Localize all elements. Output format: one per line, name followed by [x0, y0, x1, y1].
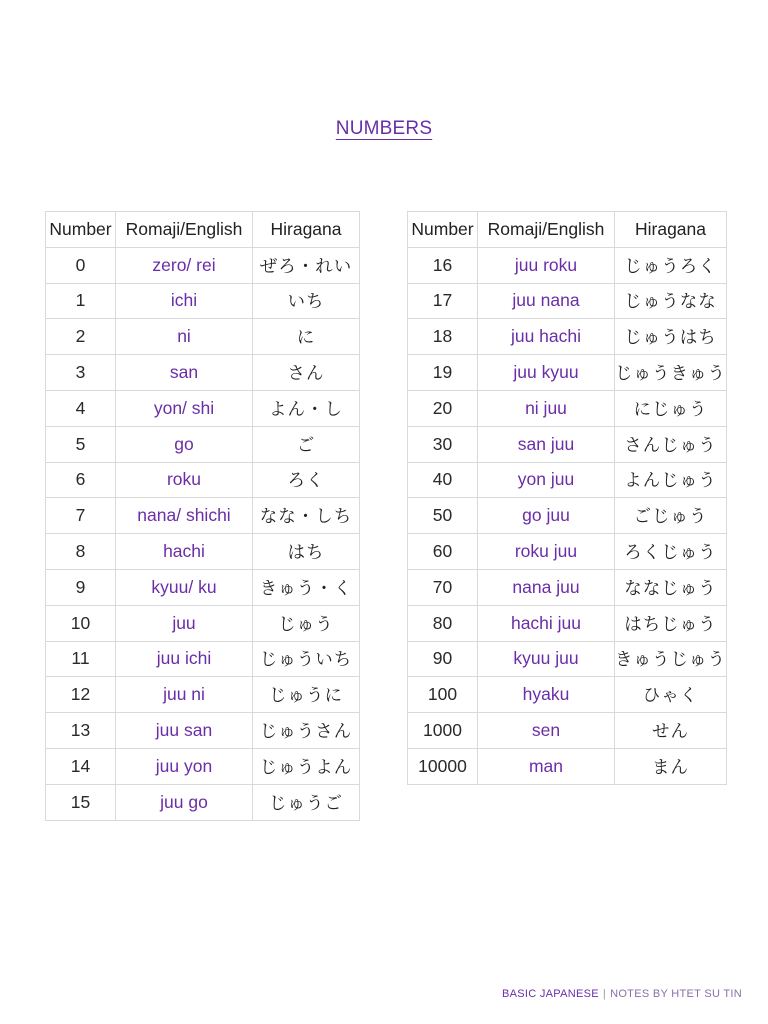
- table-row: [46, 784, 360, 820]
- number-cell: 13: [46, 713, 116, 749]
- romaji-cell: hachi juu: [478, 605, 615, 641]
- number-cell: 8: [46, 534, 116, 570]
- table-row: [46, 247, 360, 283]
- table-row: [408, 534, 727, 570]
- footer-separator: |: [602, 988, 607, 1000]
- hiragana-cell: ご: [253, 426, 360, 462]
- footer-brand: BASIC JAPANESE: [501, 988, 599, 1000]
- number-cell: 70: [408, 569, 478, 605]
- romaji-cell: juu hachi: [478, 319, 615, 355]
- hiragana-cell: じゅうはち: [615, 319, 727, 355]
- romaji-cell: nana/ shichi: [116, 498, 253, 534]
- header-row: [408, 212, 727, 248]
- romaji-cell: juu ni: [116, 677, 253, 713]
- number-cell: 2: [46, 319, 116, 355]
- hiragana-cell: ぜろ・れい: [253, 247, 360, 283]
- number-cell: 60: [408, 534, 478, 570]
- romaji-cell: ni juu: [478, 390, 615, 426]
- number-cell: 1: [46, 283, 116, 319]
- romaji-cell: juu yon: [116, 748, 253, 784]
- romaji-cell: yon/ shi: [116, 390, 253, 426]
- hiragana-cell: よんじゅう: [615, 462, 727, 498]
- table-row: [408, 748, 727, 784]
- header-number: Number: [408, 212, 478, 248]
- table-row: [46, 569, 360, 605]
- hiragana-cell: きゅうじゅう: [615, 641, 727, 677]
- romaji-cell: yon juu: [478, 462, 615, 498]
- romaji-cell: juu: [116, 605, 253, 641]
- table-row: [46, 713, 360, 749]
- footer-notes: NOTES BY HTET SU TIN: [610, 988, 742, 1000]
- table-row: [408, 426, 727, 462]
- hiragana-cell: はち: [253, 534, 360, 570]
- number-cell: 3: [46, 355, 116, 391]
- table-row: [408, 283, 727, 319]
- table-row: [46, 355, 360, 391]
- header-number: Number: [46, 212, 116, 248]
- number-cell: 90: [408, 641, 478, 677]
- romaji-cell: kyuu juu: [478, 641, 615, 677]
- page-footer: [502, 988, 742, 1000]
- table-row: [408, 462, 727, 498]
- hiragana-cell: はちじゅう: [615, 605, 727, 641]
- number-cell: 100: [408, 677, 478, 713]
- numbers-table-right: [407, 211, 727, 785]
- table-row: [408, 247, 727, 283]
- table-row: [408, 713, 727, 749]
- romaji-cell: nana juu: [478, 569, 615, 605]
- table-row: [408, 355, 727, 391]
- romaji-cell: roku: [116, 462, 253, 498]
- number-cell: 9: [46, 569, 116, 605]
- table-row: [46, 498, 360, 534]
- hiragana-cell: ろくじゅう: [615, 534, 727, 570]
- table-row: [408, 319, 727, 355]
- hiragana-cell: じゅういち: [253, 641, 360, 677]
- romaji-cell: hachi: [116, 534, 253, 570]
- hiragana-cell: せん: [615, 713, 727, 749]
- hiragana-cell: じゅうよん: [253, 748, 360, 784]
- number-cell: 10000: [408, 748, 478, 784]
- number-cell: 40: [408, 462, 478, 498]
- hiragana-cell: じゅう: [253, 605, 360, 641]
- romaji-cell: hyaku: [478, 677, 615, 713]
- number-cell: 30: [408, 426, 478, 462]
- hiragana-cell: なな・しち: [253, 498, 360, 534]
- number-cell: 20: [408, 390, 478, 426]
- hiragana-cell: ごじゅう: [615, 498, 727, 534]
- number-cell: 11: [46, 641, 116, 677]
- page-title-wrap: [0, 118, 768, 140]
- hiragana-cell: さんじゅう: [615, 426, 727, 462]
- romaji-cell: juu san: [116, 713, 253, 749]
- number-cell: 18: [408, 319, 478, 355]
- table-row: [46, 534, 360, 570]
- hiragana-cell: じゅうさん: [253, 713, 360, 749]
- romaji-cell: juu go: [116, 784, 253, 820]
- header-romaji: Romaji/English: [478, 212, 615, 248]
- hiragana-cell: ひゃく: [615, 677, 727, 713]
- romaji-cell: ichi: [116, 283, 253, 319]
- number-cell: 50: [408, 498, 478, 534]
- number-cell: 80: [408, 605, 478, 641]
- romaji-cell: juu ichi: [116, 641, 253, 677]
- number-cell: 19: [408, 355, 478, 391]
- table-row: [46, 641, 360, 677]
- romaji-cell: roku juu: [478, 534, 615, 570]
- number-cell: 4: [46, 390, 116, 426]
- table-row: [46, 605, 360, 641]
- number-cell: 12: [46, 677, 116, 713]
- hiragana-cell: じゅうご: [253, 784, 360, 820]
- numbers-table-left: [45, 211, 360, 821]
- romaji-cell: go juu: [478, 498, 615, 534]
- number-cell: 16: [408, 247, 478, 283]
- header-romaji: Romaji/English: [116, 212, 253, 248]
- number-cell: 0: [46, 247, 116, 283]
- number-cell: 10: [46, 605, 116, 641]
- hiragana-cell: ろく: [253, 462, 360, 498]
- table-row: [46, 283, 360, 319]
- hiragana-cell: じゅうなな: [615, 283, 727, 319]
- table-row: [46, 390, 360, 426]
- romaji-cell: juu nana: [478, 283, 615, 319]
- header-hiragana: Hiragana: [615, 212, 727, 248]
- table-row: [46, 426, 360, 462]
- romaji-cell: juu roku: [478, 247, 615, 283]
- header-hiragana: Hiragana: [253, 212, 360, 248]
- romaji-cell: sen: [478, 713, 615, 749]
- romaji-cell: juu kyuu: [478, 355, 615, 391]
- romaji-cell: san: [116, 355, 253, 391]
- table-row: [408, 641, 727, 677]
- table-row: [46, 319, 360, 355]
- hiragana-cell: よん・し: [253, 390, 360, 426]
- romaji-cell: man: [478, 748, 615, 784]
- number-cell: 1000: [408, 713, 478, 749]
- romaji-cell: ni: [116, 319, 253, 355]
- number-cell: 7: [46, 498, 116, 534]
- header-row: [46, 212, 360, 248]
- table-row: [46, 462, 360, 498]
- romaji-cell: kyuu/ ku: [116, 569, 253, 605]
- table-row: [408, 498, 727, 534]
- table-row: [46, 748, 360, 784]
- hiragana-cell: じゅうろく: [615, 247, 727, 283]
- hiragana-cell: まん: [615, 748, 727, 784]
- table-row: [408, 605, 727, 641]
- romaji-cell: san juu: [478, 426, 615, 462]
- page-title: NUMBERS: [335, 118, 433, 139]
- number-cell: 15: [46, 784, 116, 820]
- number-cell: 14: [46, 748, 116, 784]
- hiragana-cell: に: [253, 319, 360, 355]
- table-row: [408, 677, 727, 713]
- hiragana-cell: さん: [253, 355, 360, 391]
- number-cell: 5: [46, 426, 116, 462]
- table-row: [46, 677, 360, 713]
- romaji-cell: go: [116, 426, 253, 462]
- romaji-cell: zero/ rei: [116, 247, 253, 283]
- hiragana-cell: じゅうに: [253, 677, 360, 713]
- hiragana-cell: にじゅう: [615, 390, 727, 426]
- table-row: [408, 569, 727, 605]
- hiragana-cell: ななじゅう: [615, 569, 727, 605]
- number-cell: 6: [46, 462, 116, 498]
- hiragana-cell: じゅうきゅう: [615, 355, 727, 391]
- hiragana-cell: きゅう・く: [253, 569, 360, 605]
- hiragana-cell: いち: [253, 283, 360, 319]
- number-cell: 17: [408, 283, 478, 319]
- table-row: [408, 390, 727, 426]
